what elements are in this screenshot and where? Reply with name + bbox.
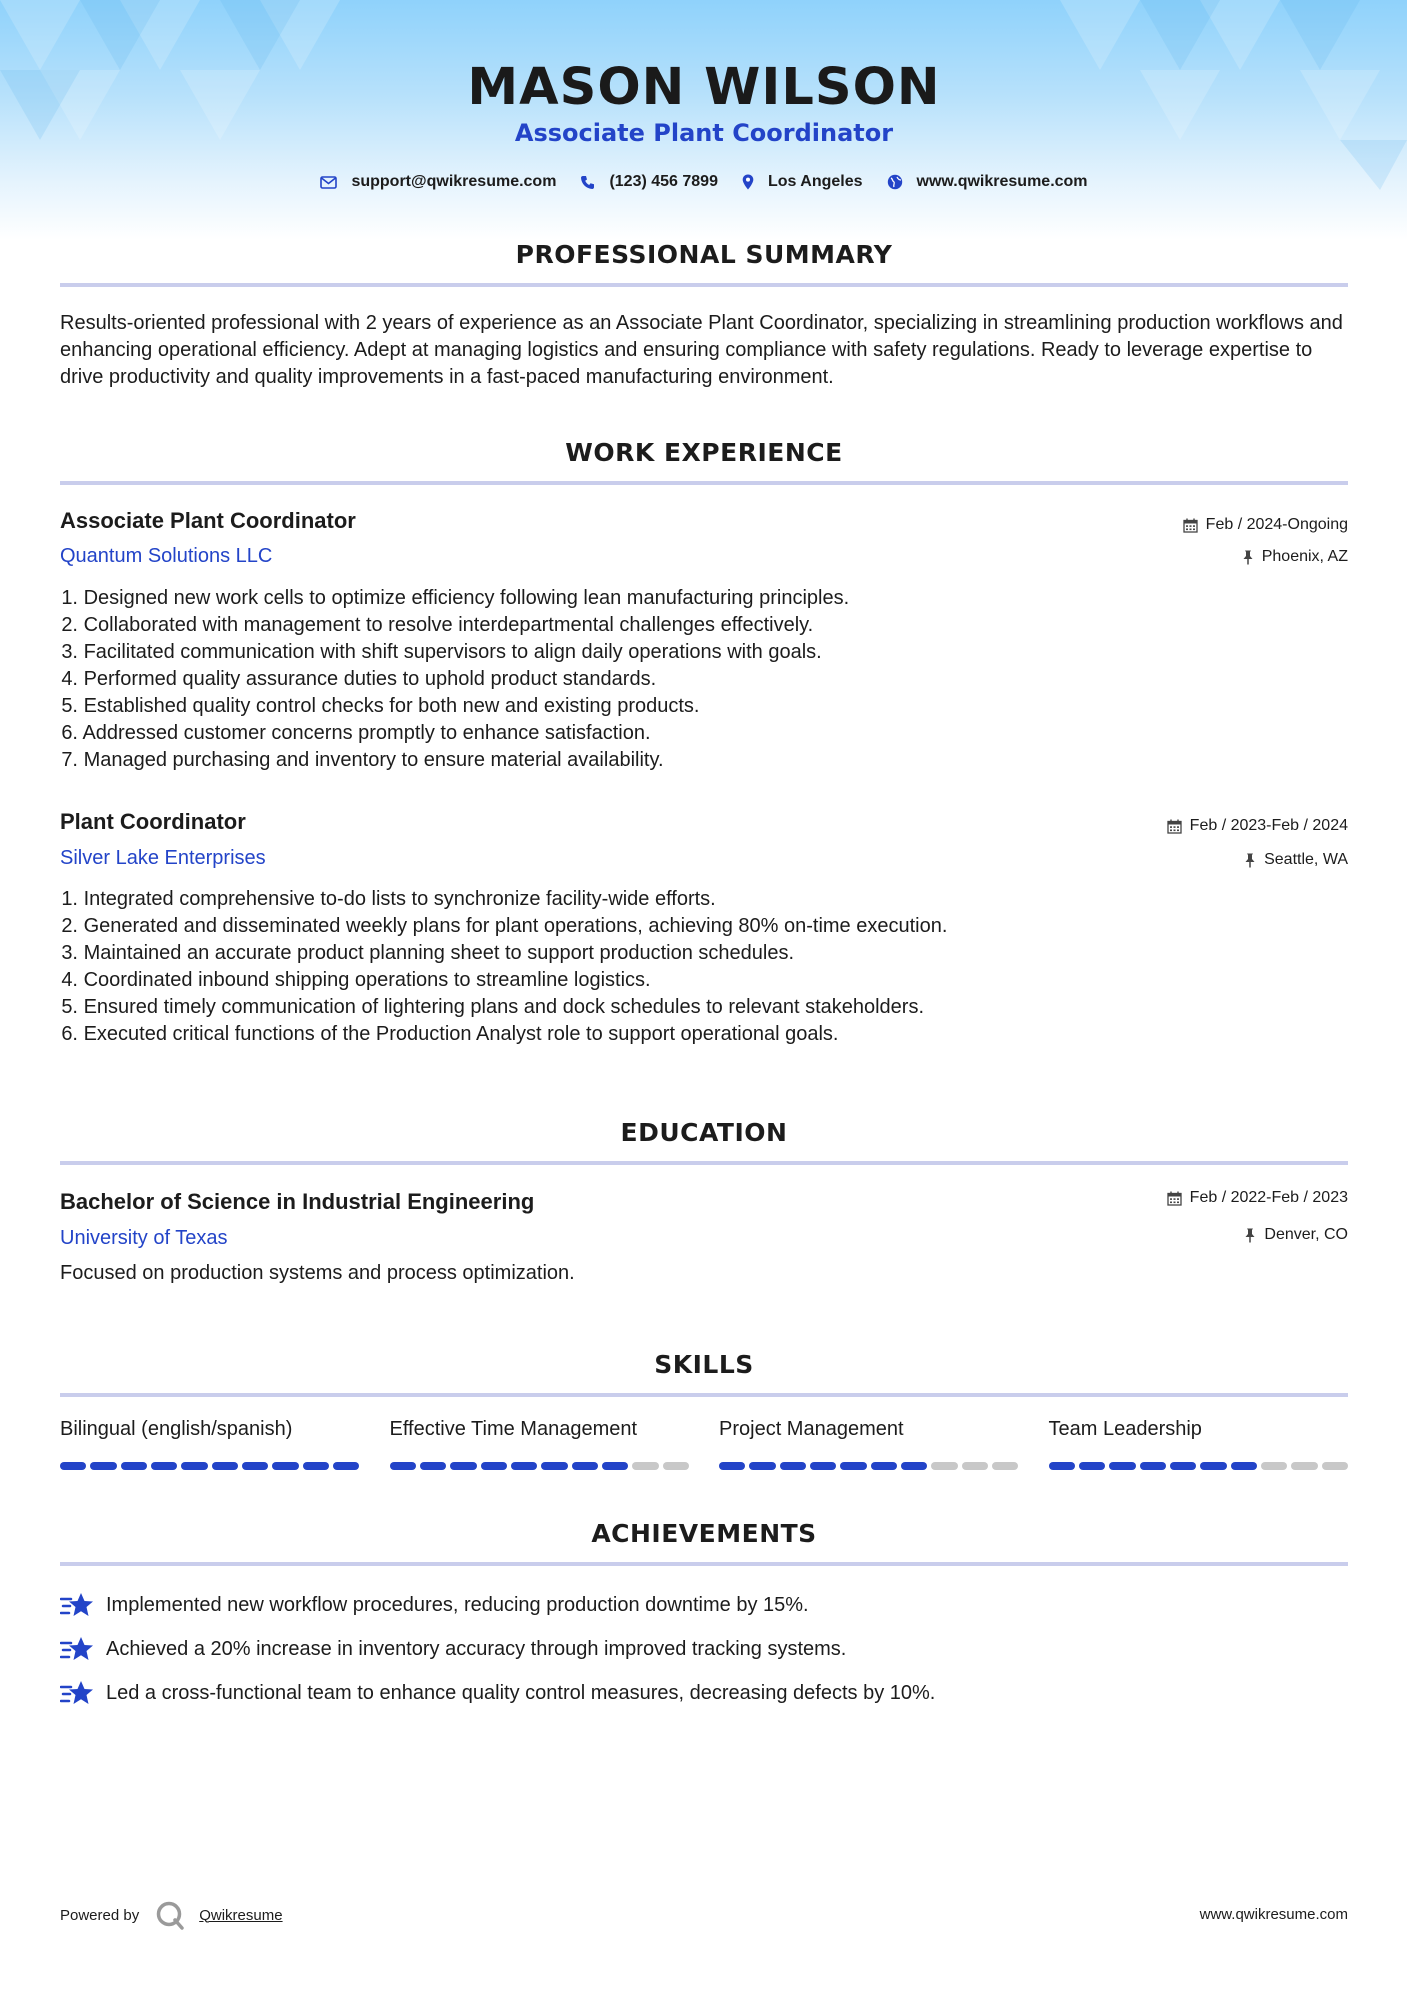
map-pin-icon bbox=[742, 174, 754, 190]
job-bullets bbox=[60, 585, 1348, 774]
achievements-divider bbox=[60, 1562, 1348, 1566]
job-dates-text: Feb / 2023-Feb / 2024 bbox=[1189, 817, 1348, 834]
calendar-icon bbox=[1167, 1191, 1182, 1206]
skill-segment-empty bbox=[992, 1462, 1018, 1470]
summary-text: Results-oriented professional with 2 years of experience as an Associate Plant Coordinator, specializing in streamlining production workflows and enhancing operational efficiency. Adept at managing logistics and ensuring compliance with safety regulations. Ready to leverage expertise to drive productivity and quality improvements in a fast-paced manufacturing environment. bbox=[60, 312, 1343, 388]
footer-powered-by bbox=[60, 1900, 283, 1930]
skill-segment-filled bbox=[1109, 1462, 1135, 1470]
skill-segment-filled bbox=[871, 1462, 897, 1470]
skill-segment-empty bbox=[962, 1462, 988, 1470]
achievement-text: Achieved a 20% increase in inventory accuracy through improved tracking systems. bbox=[106, 1637, 847, 1660]
job-location-text: Seattle, WA bbox=[1264, 851, 1348, 868]
footer-website[interactable]: www.qwikresume.com bbox=[1199, 1906, 1348, 1923]
skills-list bbox=[60, 1418, 1348, 1470]
job-bullet: 5. Established quality control checks for both new and existing products. bbox=[61, 695, 700, 717]
skill-segment-empty bbox=[1291, 1462, 1317, 1470]
skill-level-bar bbox=[719, 1462, 1019, 1470]
achievement-text: Led a cross-functional team to enhance quality control measures, decreasing defects by 10%. bbox=[106, 1681, 936, 1704]
achievement-text: Implemented new workflow procedures, reducing production downtime by 15%. bbox=[106, 1593, 809, 1616]
achievements-list bbox=[60, 1583, 1348, 1715]
skill-segment-filled bbox=[390, 1462, 416, 1470]
job-location bbox=[1244, 851, 1348, 869]
job-bullet: 1. Designed new work cells to optimize efficiency following lean manufacturing principles. bbox=[61, 587, 850, 609]
skills-divider bbox=[60, 1393, 1348, 1397]
job-bullet: 2. Collaborated with management to resolve interdepartmental challenges effectively. bbox=[61, 614, 814, 636]
contact-website[interactable] bbox=[887, 173, 1088, 191]
skill-segment-filled bbox=[333, 1462, 359, 1470]
skill-segment-filled bbox=[60, 1462, 86, 1470]
calendar-icon bbox=[1167, 819, 1182, 834]
summary-heading: PROFESSIONAL SUMMARY bbox=[515, 240, 893, 269]
phone-icon bbox=[580, 175, 595, 190]
skill-segment-empty bbox=[632, 1462, 658, 1470]
job-bullet: 3. Maintained an accurate product planning sheet to support production schedules. bbox=[61, 942, 795, 964]
pushpin-icon bbox=[1242, 550, 1254, 565]
experience-heading: WORK EXPERIENCE bbox=[565, 438, 843, 467]
skill-segment-filled bbox=[212, 1462, 238, 1470]
skill-segment-filled bbox=[272, 1462, 298, 1470]
job-bullet: 4. Performed quality assurance duties to uphold product standards. bbox=[61, 668, 657, 690]
achievements-heading: ACHIEVEMENTS bbox=[591, 1519, 817, 1548]
job-location bbox=[1242, 548, 1348, 566]
skill-segment-filled bbox=[1231, 1462, 1257, 1470]
job-dates bbox=[1167, 817, 1348, 835]
skill-segment-empty bbox=[1322, 1462, 1348, 1470]
job-bullets bbox=[60, 886, 1348, 1048]
job-bullet: 6. Addressed customer concerns promptly to enhance satisfaction. bbox=[61, 722, 651, 744]
calendar-icon bbox=[1183, 518, 1198, 533]
qwikresume-logo-icon bbox=[155, 1900, 185, 1930]
skill-segment-filled bbox=[420, 1462, 446, 1470]
skill-level-bar bbox=[390, 1462, 690, 1470]
skill-name: Effective Time Management bbox=[389, 1418, 638, 1440]
email-text: support@qwikresume.com bbox=[351, 173, 557, 190]
job-bullet: 6. Executed critical functions of the Production Analyst role to support operational goals. bbox=[61, 1023, 839, 1045]
globe-icon bbox=[887, 174, 903, 190]
skill-segment-filled bbox=[780, 1462, 806, 1470]
skill-segment-filled bbox=[810, 1462, 836, 1470]
skill-level-bar bbox=[60, 1462, 360, 1470]
skill-name: Team Leadership bbox=[1048, 1418, 1202, 1440]
contact-email[interactable] bbox=[320, 173, 556, 191]
skill-name: Project Management bbox=[719, 1418, 904, 1440]
job-bullet: 2. Generated and disseminated weekly plans for plant operations, achieving 80% on-time execution. bbox=[61, 915, 948, 937]
experience-divider bbox=[60, 481, 1348, 485]
job-location-text: Phoenix, AZ bbox=[1261, 548, 1348, 565]
job-title: Associate Plant Coordinator bbox=[60, 508, 356, 533]
education-dates-text: Feb / 2022-Feb / 2023 bbox=[1189, 1189, 1348, 1206]
job-bullet: 1. Integrated comprehensive to-do lists to synchronize facility-wide efforts. bbox=[61, 888, 716, 910]
skill-segment-filled bbox=[181, 1462, 207, 1470]
skill-item bbox=[390, 1418, 690, 1470]
school-name: University of Texas bbox=[60, 1227, 228, 1249]
education-divider bbox=[60, 1161, 1348, 1165]
location-text: Los Angeles bbox=[767, 173, 863, 190]
skill-segment-filled bbox=[1140, 1462, 1166, 1470]
skill-segment-filled bbox=[1170, 1462, 1196, 1470]
contact-phone[interactable] bbox=[580, 173, 718, 191]
star-award-icon bbox=[60, 1635, 94, 1663]
star-award-icon bbox=[60, 1679, 94, 1707]
education-dates bbox=[1167, 1189, 1348, 1207]
job-title: Plant Coordinator bbox=[60, 809, 246, 834]
skill-segment-filled bbox=[749, 1462, 775, 1470]
job-company: Silver Lake Enterprises bbox=[60, 847, 266, 869]
skill-item bbox=[60, 1418, 360, 1470]
achievement-item bbox=[60, 1583, 1348, 1627]
skill-segment-filled bbox=[90, 1462, 116, 1470]
skill-segment-filled bbox=[602, 1462, 628, 1470]
skill-segment-filled bbox=[242, 1462, 268, 1470]
summary-divider bbox=[60, 283, 1348, 287]
skill-segment-filled bbox=[450, 1462, 476, 1470]
envelope-icon bbox=[320, 176, 337, 189]
contact-location bbox=[742, 173, 863, 191]
skill-segment-filled bbox=[572, 1462, 598, 1470]
job-dates-text: Feb / 2024-Ongoing bbox=[1205, 516, 1348, 533]
skill-segment-filled bbox=[901, 1462, 927, 1470]
pushpin-icon bbox=[1244, 853, 1256, 868]
phone-text: (123) 456 7899 bbox=[609, 173, 718, 190]
skill-segment-filled bbox=[1200, 1462, 1226, 1470]
job-bullet: 5. Ensured timely communication of lightering plans and dock schedules to relevant stakeholders. bbox=[61, 996, 925, 1018]
education-heading: EDUCATION bbox=[620, 1118, 788, 1147]
powered-by-label: Powered by bbox=[60, 1906, 140, 1924]
skill-segment-filled bbox=[719, 1462, 745, 1470]
contact-bar bbox=[60, 173, 1348, 191]
skill-segment-empty bbox=[1261, 1462, 1287, 1470]
skill-segment-filled bbox=[1079, 1462, 1105, 1470]
education-location-text: Denver, CO bbox=[1264, 1226, 1348, 1243]
skill-segment-filled bbox=[481, 1462, 507, 1470]
job-bullet: 3. Facilitated communication with shift supervisors to align daily operations with goals. bbox=[61, 641, 822, 663]
job-dates bbox=[1183, 516, 1348, 534]
education-location bbox=[1244, 1226, 1348, 1244]
brand-link[interactable]: Qwikresume bbox=[199, 1906, 283, 1924]
candidate-name: MASON WILSON bbox=[467, 58, 941, 117]
skill-segment-filled bbox=[840, 1462, 866, 1470]
skill-segment-empty bbox=[931, 1462, 957, 1470]
website-text: www.qwikresume.com bbox=[916, 173, 1088, 190]
star-award-icon bbox=[60, 1591, 94, 1619]
skill-level-bar bbox=[1049, 1462, 1349, 1470]
skill-segment-filled bbox=[151, 1462, 177, 1470]
education-description: Focused on production systems and process optimization. bbox=[60, 1262, 575, 1284]
pushpin-icon bbox=[1244, 1228, 1256, 1243]
candidate-role: Associate Plant Coordinator bbox=[514, 119, 894, 147]
skill-item bbox=[719, 1418, 1019, 1470]
skill-segment-filled bbox=[511, 1462, 537, 1470]
job-bullet: 7. Managed purchasing and inventory to ensure material availability. bbox=[61, 749, 664, 771]
skill-segment-filled bbox=[541, 1462, 567, 1470]
skill-segment-filled bbox=[1049, 1462, 1075, 1470]
job-company: Quantum Solutions LLC bbox=[60, 545, 273, 567]
skills-heading: SKILLS bbox=[654, 1350, 754, 1379]
skill-segment-filled bbox=[121, 1462, 147, 1470]
skill-item bbox=[1049, 1418, 1349, 1470]
achievement-item bbox=[60, 1671, 1348, 1715]
job-bullet: 4. Coordinated inbound shipping operations to streamline logistics. bbox=[61, 969, 651, 991]
skill-segment-empty bbox=[663, 1462, 689, 1470]
achievement-item bbox=[60, 1627, 1348, 1671]
skill-segment-filled bbox=[303, 1462, 329, 1470]
skill-name: Bilingual (english/spanish) bbox=[60, 1418, 293, 1440]
degree-title: Bachelor of Science in Industrial Engineering bbox=[60, 1189, 535, 1214]
